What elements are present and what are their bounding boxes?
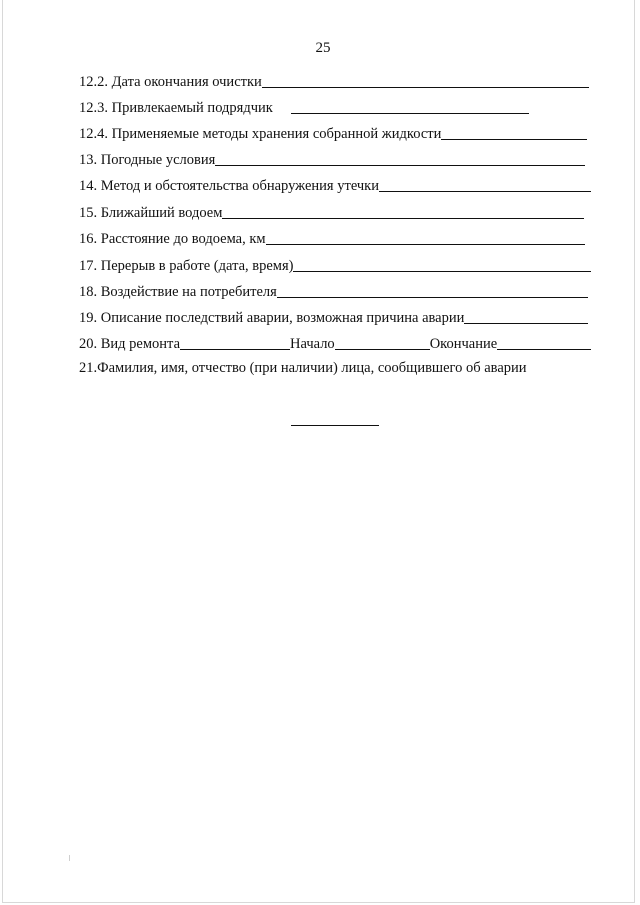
fill-in-line[interactable]: [291, 100, 529, 114]
field-label: 18. Воздействие на потребителя: [79, 284, 277, 300]
fill-in-line[interactable]: [293, 258, 591, 272]
field-label: 12.3. Привлекаемый подрядчик: [79, 100, 273, 116]
start-line[interactable]: [335, 336, 430, 350]
field-label: 14. Метод и обстоятельства обнаружения утечки: [79, 178, 379, 194]
repair-type-line[interactable]: [180, 336, 290, 350]
field-weather-conditions: [79, 150, 585, 168]
end-label: Окончание: [429, 336, 498, 352]
field-leak-detection-method: [79, 176, 591, 194]
fill-in-line[interactable]: [379, 178, 591, 192]
end-line[interactable]: [497, 336, 591, 350]
document-page: [2, 0, 635, 903]
fill-in-line[interactable]: [277, 284, 588, 298]
field-accident-consequences: [79, 308, 588, 326]
page-number: 25: [315, 40, 331, 56]
field-contractor: [79, 98, 529, 116]
fill-in-line[interactable]: [262, 74, 589, 88]
closing-rule: [291, 425, 379, 426]
field-label: 20. Вид ремонта: [79, 336, 181, 352]
start-label: Начало: [290, 336, 335, 352]
field-label: 13. Погодные условия: [79, 152, 216, 168]
field-liquid-storage-methods: [79, 124, 587, 142]
field-label: 16. Расстояние до водоема, км: [79, 231, 266, 247]
fill-in-line[interactable]: [222, 205, 584, 219]
fill-in-line[interactable]: [215, 152, 585, 166]
fill-in-line[interactable]: [266, 231, 585, 245]
field-label: 12.2. Дата окончания очистки: [79, 74, 262, 90]
field-label: 17. Перерыв в работе (дата, время): [79, 258, 294, 274]
field-work-interruption: [79, 256, 591, 274]
field-nearest-water-body: [79, 203, 584, 221]
field-consumer-impact: [79, 282, 588, 300]
field-label: 21.Фамилия, имя, отчество (при наличии) лица, сообщившего об аварии: [79, 360, 527, 376]
field-reporter-full-name: [79, 358, 599, 376]
field-cleanup-end-date: [79, 72, 589, 90]
fill-in-line[interactable]: [464, 310, 588, 324]
field-repair-type: [79, 334, 591, 352]
field-distance-to-water-body: [79, 229, 585, 247]
scan-mark: [69, 855, 70, 861]
fill-in-line[interactable]: [441, 126, 587, 140]
field-label: 12.4. Применяемые методы хранения собранной жидкости: [79, 126, 442, 142]
field-label: 15. Ближайший водоем: [79, 205, 223, 221]
field-label: 19. Описание последствий аварии, возможная причина аварии: [79, 310, 465, 326]
